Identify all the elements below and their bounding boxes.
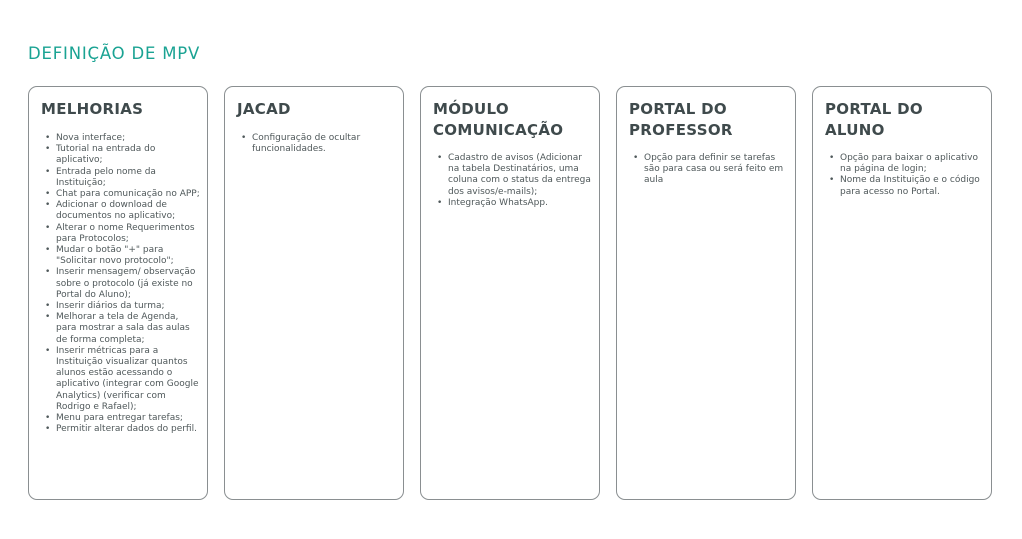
list-item: • Nome da Instituição e o código para acesso no Portal.	[827, 175, 985, 197]
item-list	[827, 153, 985, 198]
list-item: • Cadastro de avisos (Adicionar na tabela Destinatários, uma coluna com o status da entrega dos avisos/e-mails);	[435, 153, 593, 198]
list-item: • Integração WhatsApp.	[435, 198, 593, 209]
list-item: • Permitir alterar dados do perfil.	[43, 424, 201, 435]
card-title: PORTAL DO PROFESSOR	[629, 100, 733, 139]
page-title: DEFINIÇÃO DE MPV	[28, 44, 201, 63]
list-item: • Inserir mensagem/ observação sobre o protocolo (já existe no Portal do Aluno);	[43, 267, 201, 301]
item-list	[43, 133, 201, 435]
list-item: • Tutorial na entrada do aplicativo;	[43, 144, 201, 166]
card-melhorias	[28, 86, 208, 500]
list-item: • Configuração de ocultar funcionalidades.	[239, 133, 397, 155]
card-title: PORTAL DO ALUNO	[825, 100, 923, 139]
list-item: • Inserir diários da turma;	[43, 301, 201, 312]
card-modulo-comunicacao	[420, 86, 600, 500]
list-item: • Menu para entregar tarefas;	[43, 413, 201, 424]
list-item: • Opção para baixar o aplicativo na página de login;	[827, 153, 985, 175]
item-list	[631, 153, 789, 187]
list-item: • Melhorar a tela de Agenda, para mostrar a sala das aulas de forma completa;	[43, 312, 201, 346]
list-item: • Inserir métricas para a Instituição visualizar quantos alunos estão acessando o aplicativo (integrar com Google Analytics) (verificar com Rodrigo e Rafael);	[43, 346, 201, 413]
item-list	[435, 153, 593, 209]
list-item: • Nova interface;	[43, 133, 201, 144]
card-title: MELHORIAS	[41, 100, 144, 118]
list-item: • Alterar o nome Requerimentos para Protocolos;	[43, 223, 201, 245]
item-list	[239, 133, 397, 155]
list-item: • Chat para comunicação no APP;	[43, 189, 201, 200]
card-title: MÓDULO COMUNICAÇÃO	[433, 100, 564, 139]
card-portal-professor	[616, 86, 796, 500]
card-title: JACAD	[237, 100, 291, 118]
list-item: • Opção para definir se tarefas são para casa ou será feito em aula	[631, 153, 789, 187]
list-item: • Mudar o botão "+" para "Solicitar novo protocolo";	[43, 245, 201, 267]
card-portal-aluno	[812, 86, 992, 500]
card-jacad	[224, 86, 404, 500]
list-item: • Entrada pelo nome da Instituição;	[43, 167, 201, 189]
list-item: • Adicionar o download de documentos no aplicativo;	[43, 200, 201, 222]
